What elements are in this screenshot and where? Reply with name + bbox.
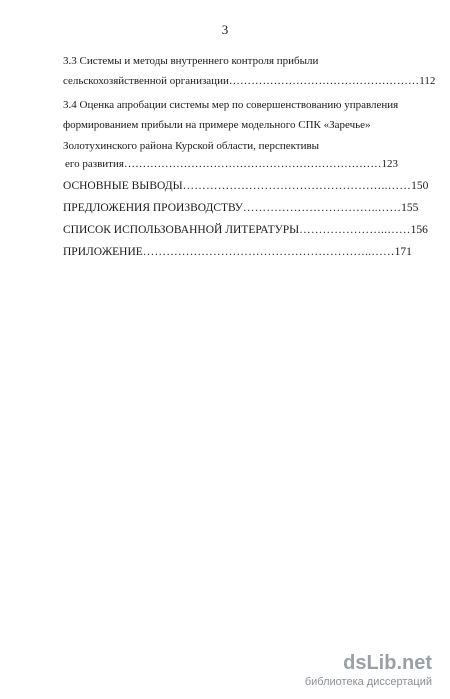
toc-entry-title: ПРЕДЛОЖЕНИЯ ПРОИЗВОДСТВУ [63, 202, 243, 214]
toc-entry-title: ПРИЛОЖЕНИЕ [63, 246, 143, 258]
toc-entry-title: сельскохозяйственной организации [63, 75, 229, 87]
toc-entry-title: 3.4 Оценка апробации системы мер по совершенствованию управления [63, 99, 399, 111]
toc-leader-dots: ……………………………..…… [242, 202, 402, 214]
toc-entry-3-4-cont [63, 139, 319, 153]
toc-entry-title: его развития [65, 158, 124, 170]
watermark-subtitle: библиотека диссертаций [304, 676, 432, 688]
toc-page-number: 150 [411, 180, 429, 192]
toc-page-number: 156 [410, 224, 428, 236]
watermark-logo-text: dsLib.net [343, 652, 432, 674]
toc-entry-3-3 [63, 54, 318, 68]
toc-entry-title: ОСНОВНЫЕ ВЫВОДЫ [63, 180, 183, 192]
toc-entry-title: 3.3 Системы и методы внутреннего контроля прибыли [63, 55, 319, 67]
toc-page-number: 112 [419, 75, 436, 87]
toc-entry-title: Золотухинского района Курской области, перспективы [63, 140, 320, 152]
toc-entry-references [63, 223, 428, 237]
toc-entry-conclusions [63, 179, 428, 193]
toc-page-number: 171 [394, 246, 412, 258]
toc-leader-dots: …………………..…… [299, 224, 411, 236]
toc-page-number: 155 [401, 202, 419, 214]
toc-entry-title: формированием прибыли на примере модельного СПК «Заречье» [63, 119, 371, 131]
toc-entry-title: СПИСОК ИСПОЛЬЗОВАННОЙ ЛИТЕРАТУРЫ [63, 224, 300, 236]
toc-leader-dots: …………………………………………… [228, 75, 420, 87]
toc-leader-dots: ……………………………………………..…… [182, 180, 412, 192]
toc-leader-dots: …………………………………………………………… [123, 158, 382, 170]
toc-entry-3-3-cont [63, 74, 435, 88]
toc-page-number: 123 [381, 158, 399, 170]
page-number: 3 [221, 22, 229, 37]
toc-entry-appendix [63, 245, 412, 259]
toc-entry-proposals [63, 201, 418, 215]
toc-entry-3-4-cont [65, 157, 398, 171]
watermark-logo [305, 653, 432, 689]
toc-leader-dots: …………………………………………………..…… [142, 246, 395, 258]
toc-entry-3-4 [63, 98, 398, 112]
toc-entry-3-4-cont [63, 118, 371, 132]
